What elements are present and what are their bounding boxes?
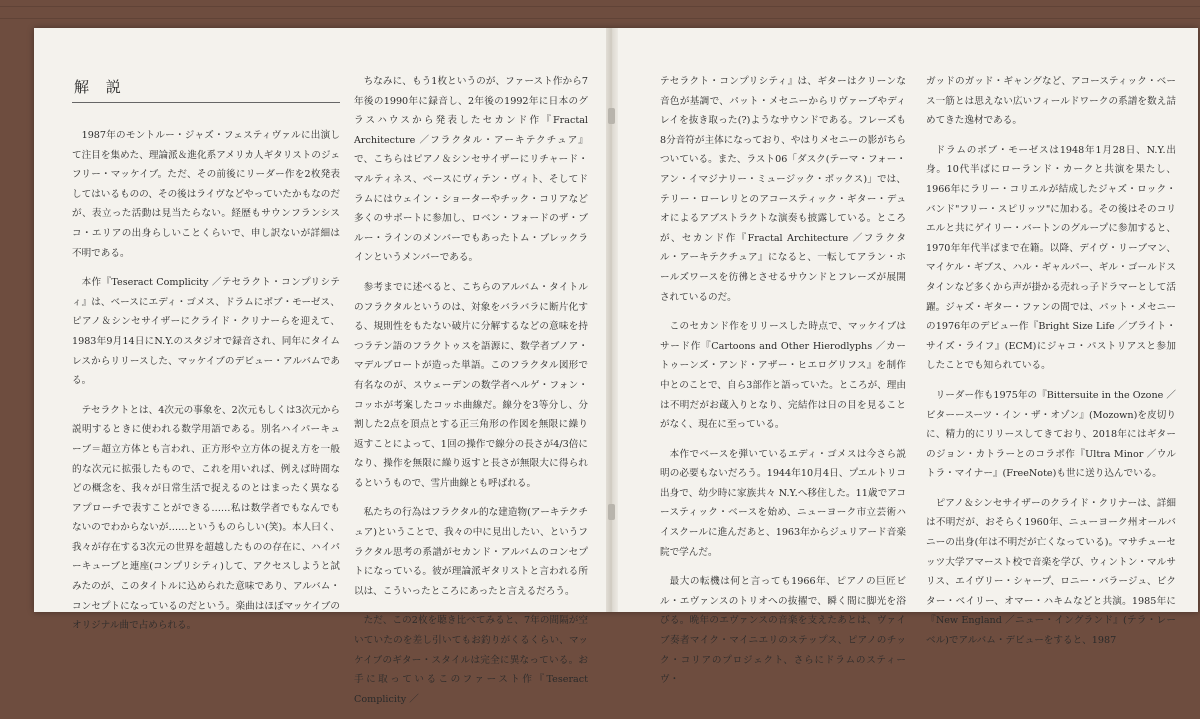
heading-rule xyxy=(72,102,340,103)
text-column-4 xyxy=(926,72,1176,661)
text-column-2 xyxy=(354,72,588,719)
paragraph: リーダー作も1975年の『Bittersuite in the Ozone ／ビターースーツ・イン・ザ・オゾン』(Mozown)を皮切りに、精力的にリリースしてきており、2018年にはギターのジョン・カトラーとのコラボ作『Ultra Minor ／ウルトラ・マイナー』(FreeNote)も世に送り込んでいる。 xyxy=(926,389,1176,480)
section-heading: 解 説 xyxy=(74,78,127,96)
liner-notes-booklet xyxy=(34,28,1198,705)
paragraph: テセラクトとは、4次元の事象を、2次元もしくは3次元から説明するときに使われる数学用語である。別名ハイパーキューブ＝超立方体とも言われ、正方形や立方体の捉え方を一般的な次元に拡張したもので、これを用いれば、例えば時間などの概念を、我々が日常生活で捉えるのとはまったく異なるアプローチで表すことができる……私は数学者でもなんでもないのでわからないが……というものらしい(笑)。本人曰く、我々が存在する3次元の世界を超越したものの存在に、ハイパーキューブと連座(コンプリシティ)して、アクセスしようと試みたのが、このタイトルに込められた意味であり、アルバム・コンセプトになっているのだという。楽曲はほぼマッケイブのオリジナル曲で占められる。 xyxy=(72,404,340,632)
wood-grain xyxy=(0,18,1200,19)
paragraph: 1987年のモントルー・ジャズ・フェスティヴァルに出演して注目を集めた、理論派＆進化系アメリカ人ギタリストのジェフリー・マッケイブ。ただ、その前後にリーダー作を2枚発表してはいるものの、その後はライヴなどやっていたかもなのだが、表立った活動は見当たらない。経歴もサウンフランシスコ・エリアの出身らしいことくらいで、申し訳ないが詳細は不明である。 xyxy=(72,130,340,259)
paragraph: 最大の転機は何と言っても1966年、ピアノの巨匠ビル・エヴァンスのトリオへの抜擢で、瞬く間に脚光を浴びる。晩年のエヴァンスの音楽を支えたあとは、ヴァイブ奏者マイク・マイニエリのステップス、ピアノのチック・コリアのプロジェクト、さらにドラムのスティーヴ・ xyxy=(660,576,906,686)
paragraph: ちなみに、もう1枚というのが、ファースト作から7年後の1990年に録音し、2年後の1992年に日本のグラスハウスから発表したセカンド作『Fractal Architecture ／フラクタル・アーキテクチュア』で、こちらはピアノ＆シンセサイザーにリチャード・マルティネス、ベースにヴィテン・ヴィト、そしてドラムにはウェイン・ショーターやチック・コリアなど多くのサポートに参加し、ロベン・フォードのザ・ブルー・ラインのメンバーでもあったトム・ブレックラインというメンバーである。 xyxy=(354,76,588,264)
text-column-3 xyxy=(660,72,906,700)
text-column-1 xyxy=(72,126,340,646)
wood-grain xyxy=(0,6,1200,7)
staple xyxy=(608,108,615,124)
staple xyxy=(608,504,615,520)
paragraph: ガッドのガッド・ギャングなど、アコースティック・ベース一筋とは思えない広いフィールドワークの系譜を数え詰めてきた逸材である。 xyxy=(926,76,1176,127)
paragraph: テセラクト・コンプリシティ』は、ギターはクリーンな音色が基調で、パット・メセニーからリヴァーブやディレイを抜き取った(?)ようなサウンドである。フレーズも8分音符が主体になっており、やはりメセニーの影がちらついている。また、ラスト06「ダスク(テーマ・フォー・アン・イマジナリー・ミュージック・ボックス)」では、テリー・ローレリとのアコースティック・ギター・デュオによるアブストラクトな演奏も披露している。ところが、セカンド作『Fractal Architecture ／フラクタル・アーキテクチュア』になると、一転してアラン・ホールズワースを彷彿とさせるサウンドとフレーズが展開されているのだ。 xyxy=(660,76,906,303)
paragraph: このセカンド作をリリースした時点で、マッケイブはサード作『Cartoons and Other Hierodlyphs ／カートゥーンズ・アンド・アザー・ヒエログリフス』を制作中とのことで、自ら3部作と語っていた。ところが、理由は不明だがお蔵入りとなり、完結作は日の目を見ることがなく、現在に至っている。 xyxy=(660,321,906,431)
paragraph: ドラムのボブ・モーゼスは1948年1月28日、N.Y.出身。10代半ばにローランド・カークと共演を果たし、1966年にラリー・コリエルが結成したジャズ・ロック・バンド"フリー・スピリッツ"に加わる。その後はそのコリエルと共にゲイリー・バートンのグループに参加すると、1970年年代半ばまで在籍。以降、デイヴ・リーブマン、マイケル・ギブス、ハル・ギャルパー、ギル・ゴールドスタインなど多くから声が掛かる売れっ子ドラマーとして活躍。ジャズ・ギター・ファンの間では、パット・メセニーの1976年のデビュー作『Bright Size Life ／ブライト・サイズ・ライフ』(ECM)にジャコ・パストリアスと参加したことでも知られている。 xyxy=(926,144,1176,372)
paragraph: 参考までに述べると、こちらのアルバム・タイトルのフラクタルというのは、対象をバラバラに断片化する、規則性をもたない破片に分解するなどの意味を持つラテン語のフラクトゥスを語源に、数学者ブノア・マデルブロートが造った単語。このフラクタル図形で有名なのが、スウェーデンの数学者ヘルゲ・フォン・コッホが考案したコッホ曲線だ。線分を3等分し、分割した2点を頂点とする正三角形の作図を無限に繰り返すことによって、1回の操作で線分の長さが4/3倍になり、操作を無限に繰り返すと長さが無限大に得られるというもので、雪片曲線とも呼ばれる。 xyxy=(354,281,588,489)
paragraph: ただ、この2枚を聴き比べてみると、7年の間隔が空いていたのを差し引いてもお釣りがくるくらい、マッケイブのギター・スタイルは完全に異なっている。お手に取っているこのファースト作『Teseract Complicity ／ xyxy=(354,615,588,705)
paragraph: ピアノ＆シンセサイザーのクライド・クリナーは、詳細は不明だが、おそらく1960年、ニューヨーク州オールバニーの出身(年は不明だが亡くなっている)。マサチューセッツ大学アマースト校で音楽を学び、ウィントン・マルサリス、エイヴリー・シャープ、ロニー・バラージュ、ビクター・ベイリー、オマー・ハキムなどと共演。1985年に『New England ／ニュー・イングランド』(テラ・レーベル)でアルバム・デビューをすると、1987 xyxy=(926,497,1176,647)
paragraph: 本作でベースを弾いているエディ・ゴメスは今さら説明の必要もないだろう。1944年10月4日、プエルトリコ出身で、幼少時に家族共々 N.Y.へ移住した。11歳でアコースティック・ベースを始め、ニューヨーク市立芸術ハイスクールに進んだあと、1963年からジュリアード音楽院で学んだ。 xyxy=(660,448,906,558)
paragraph: 私たちの行為はフラクタル的な建造物(アーキテクチュア)ということで、我々の中に見出したい、というフラクタル思考の系譜がセカンド・アルバムのコンセプトになっている。彼が理論派ギタリストと言われる所以は、こういったところにあったと言えるだろう。 xyxy=(354,507,588,597)
left-page xyxy=(34,28,608,705)
paragraph: 本作『Teseract Complicity ／テセラクト・コンプリシティ』は、ベースにエディ・ゴメス、ドラムにボブ・モーゼス、ピアノ＆シンセサイザーにクライド・クリナーらを迎えて、1983年9月14日にN.Y.のスタジオで録音され、同年にタイムレスからリリースした、マッケイブのデビュー・アルバムである。 xyxy=(72,277,340,387)
